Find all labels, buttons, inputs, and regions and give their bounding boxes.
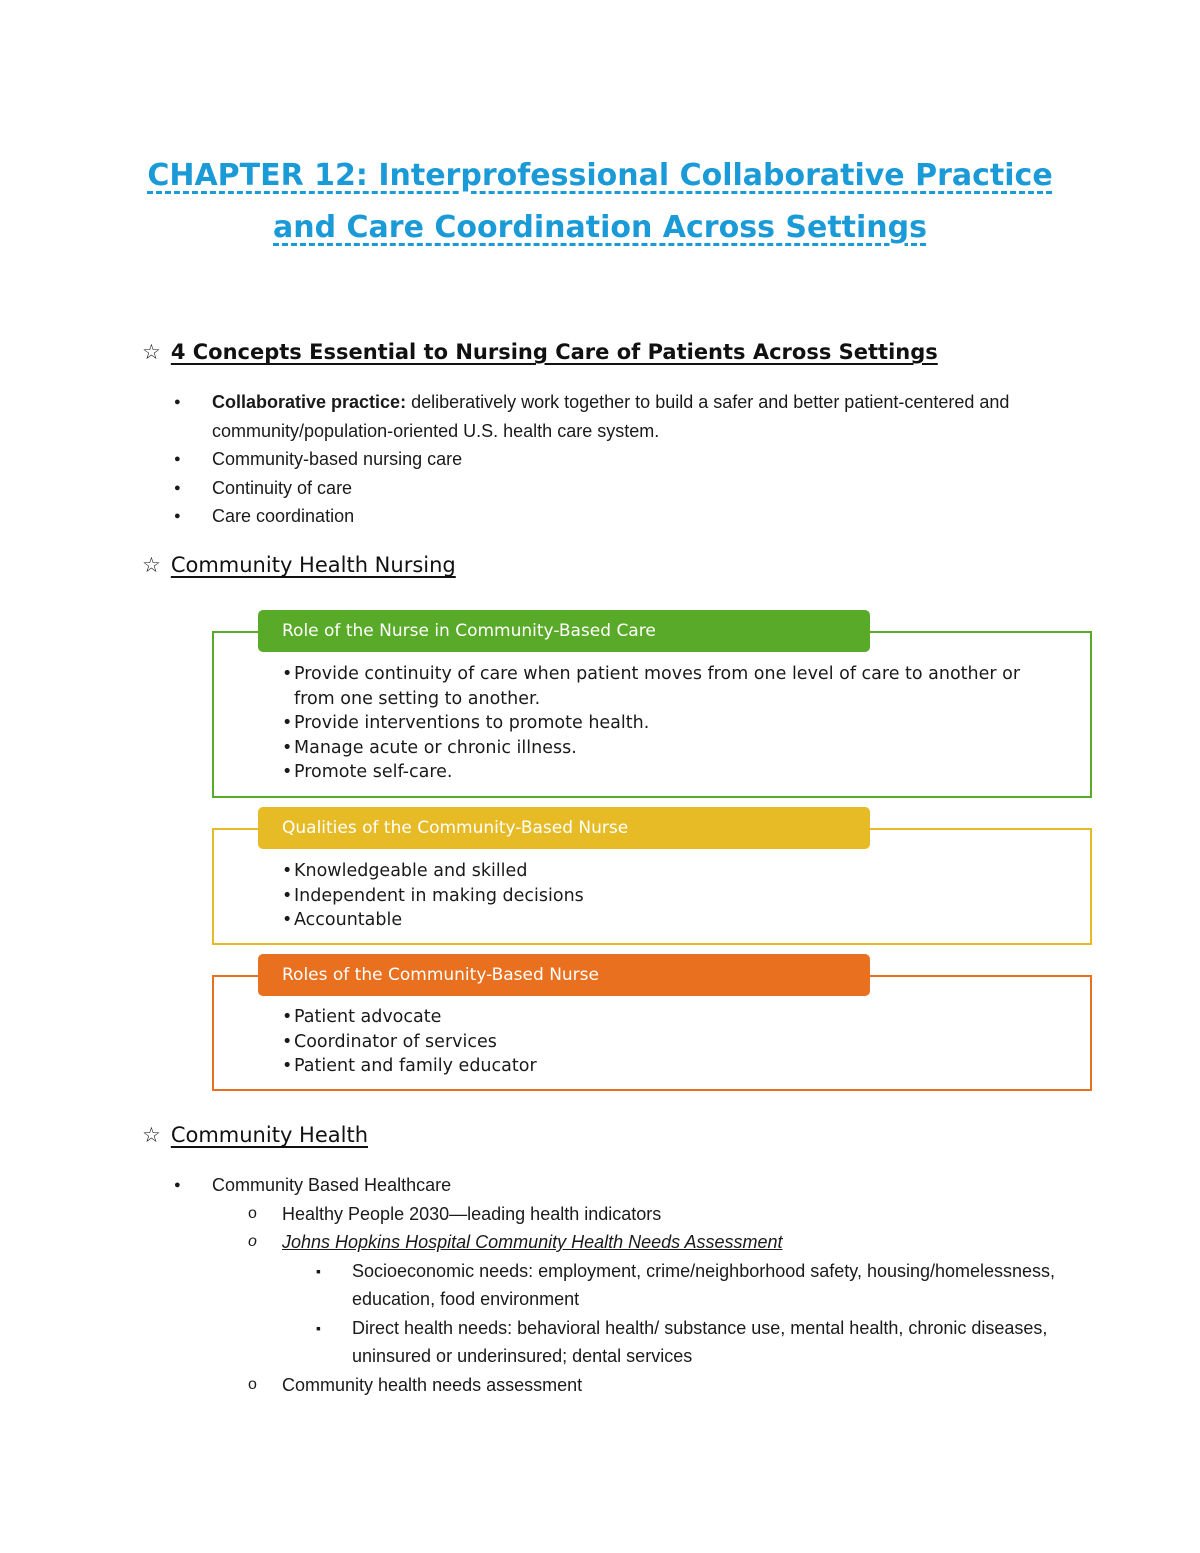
list-item: • Independent in making decisions [282,884,1042,909]
sub-sub-list-item: ▪ Direct health needs: behavioral health/ substance use, mental health, chronic diseases, uninsured or underinsured; dental services [282,1314,1102,1371]
list-item-text: Community-based nursing care [212,449,463,469]
concepts-list [142,388,1102,531]
section-heading-community-health-nursing [142,553,456,577]
star-outline-icon: ☆ [142,553,161,577]
list-item-text: Continuity of care [212,477,353,498]
section-heading-text: Community Health [170,1123,369,1147]
list-item: • Knowledgeable and skilled [282,859,1042,884]
list-item [142,474,1102,503]
list-item-text: Community Based Healthcare [212,1175,452,1195]
page-title [0,150,1200,254]
star-outline-icon: ☆ [142,1123,161,1147]
community-health-list [142,1171,1102,1399]
sub-list-item [212,1371,1102,1400]
list-item: • Coordinator of services [282,1030,1042,1055]
title-line-1: CHAPTER 12: Interprofessional Collaborative Practice [147,158,1053,193]
list-item [142,388,1102,445]
list-item [142,1171,1102,1399]
list-item [142,502,1102,531]
list-item: • Patient and family educator [282,1054,1042,1079]
diagram-box-header: Role of the Nurse in Community-Based Care [258,610,870,652]
list-item: • Manage acute or chronic illness. [282,736,1042,761]
johns-hopkins-link[interactable]: Johns Hopkins Hospital Community Health Needs Assessment [282,1232,783,1252]
list-item-text: Community health needs assessment [282,1374,583,1395]
star-outline-icon: ☆ [142,340,161,364]
sub-list-item [212,1228,1102,1371]
section-heading-text: 4 Concepts Essential to Nursing Care of Patients Across Settings [170,340,938,364]
sub-list-item [212,1200,1102,1229]
diagram-box-header: Qualities of the Community-Based Nurse [258,807,870,849]
section-heading-community-health [142,1123,368,1147]
diagram-box-list [282,859,1042,933]
list-item-label: Collaborative practice: [212,392,407,412]
title-line-2: and Care Coordination Across Settings [273,210,927,245]
diagram-box-header: Roles of the Community-Based Nurse [258,954,870,996]
list-item: • Promote self-care. [282,760,1042,785]
section-heading-text: Community Health Nursing [170,553,456,577]
list-item-text: Care coordination [212,506,355,526]
diagram-box-list [282,1005,1042,1079]
list-item: • Provide interventions to promote health. [282,711,1042,736]
list-item: • Patient advocate [282,1005,1042,1030]
list-item: • Accountable [282,908,1042,933]
list-item [142,445,1102,474]
diagram-box-list [282,662,1042,785]
sub-sub-list [282,1257,1102,1371]
section-heading-concepts [142,340,938,364]
sub-sub-list-item: ▪ Socioeconomic needs: employment, crime/neighborhood safety, housing/homelessness, education, food environment [282,1257,1102,1314]
list-item: • Provide continuity of care when patient moves from one level of care to another or from one setting to another. [282,662,1042,711]
list-item-text: deliberatively work together to build a safer and better patient-centered and community/population-oriented U.S. health care system. [212,392,1010,441]
list-item-text: Healthy People 2030—leading health indicators [282,1203,662,1224]
sub-list [212,1200,1102,1400]
